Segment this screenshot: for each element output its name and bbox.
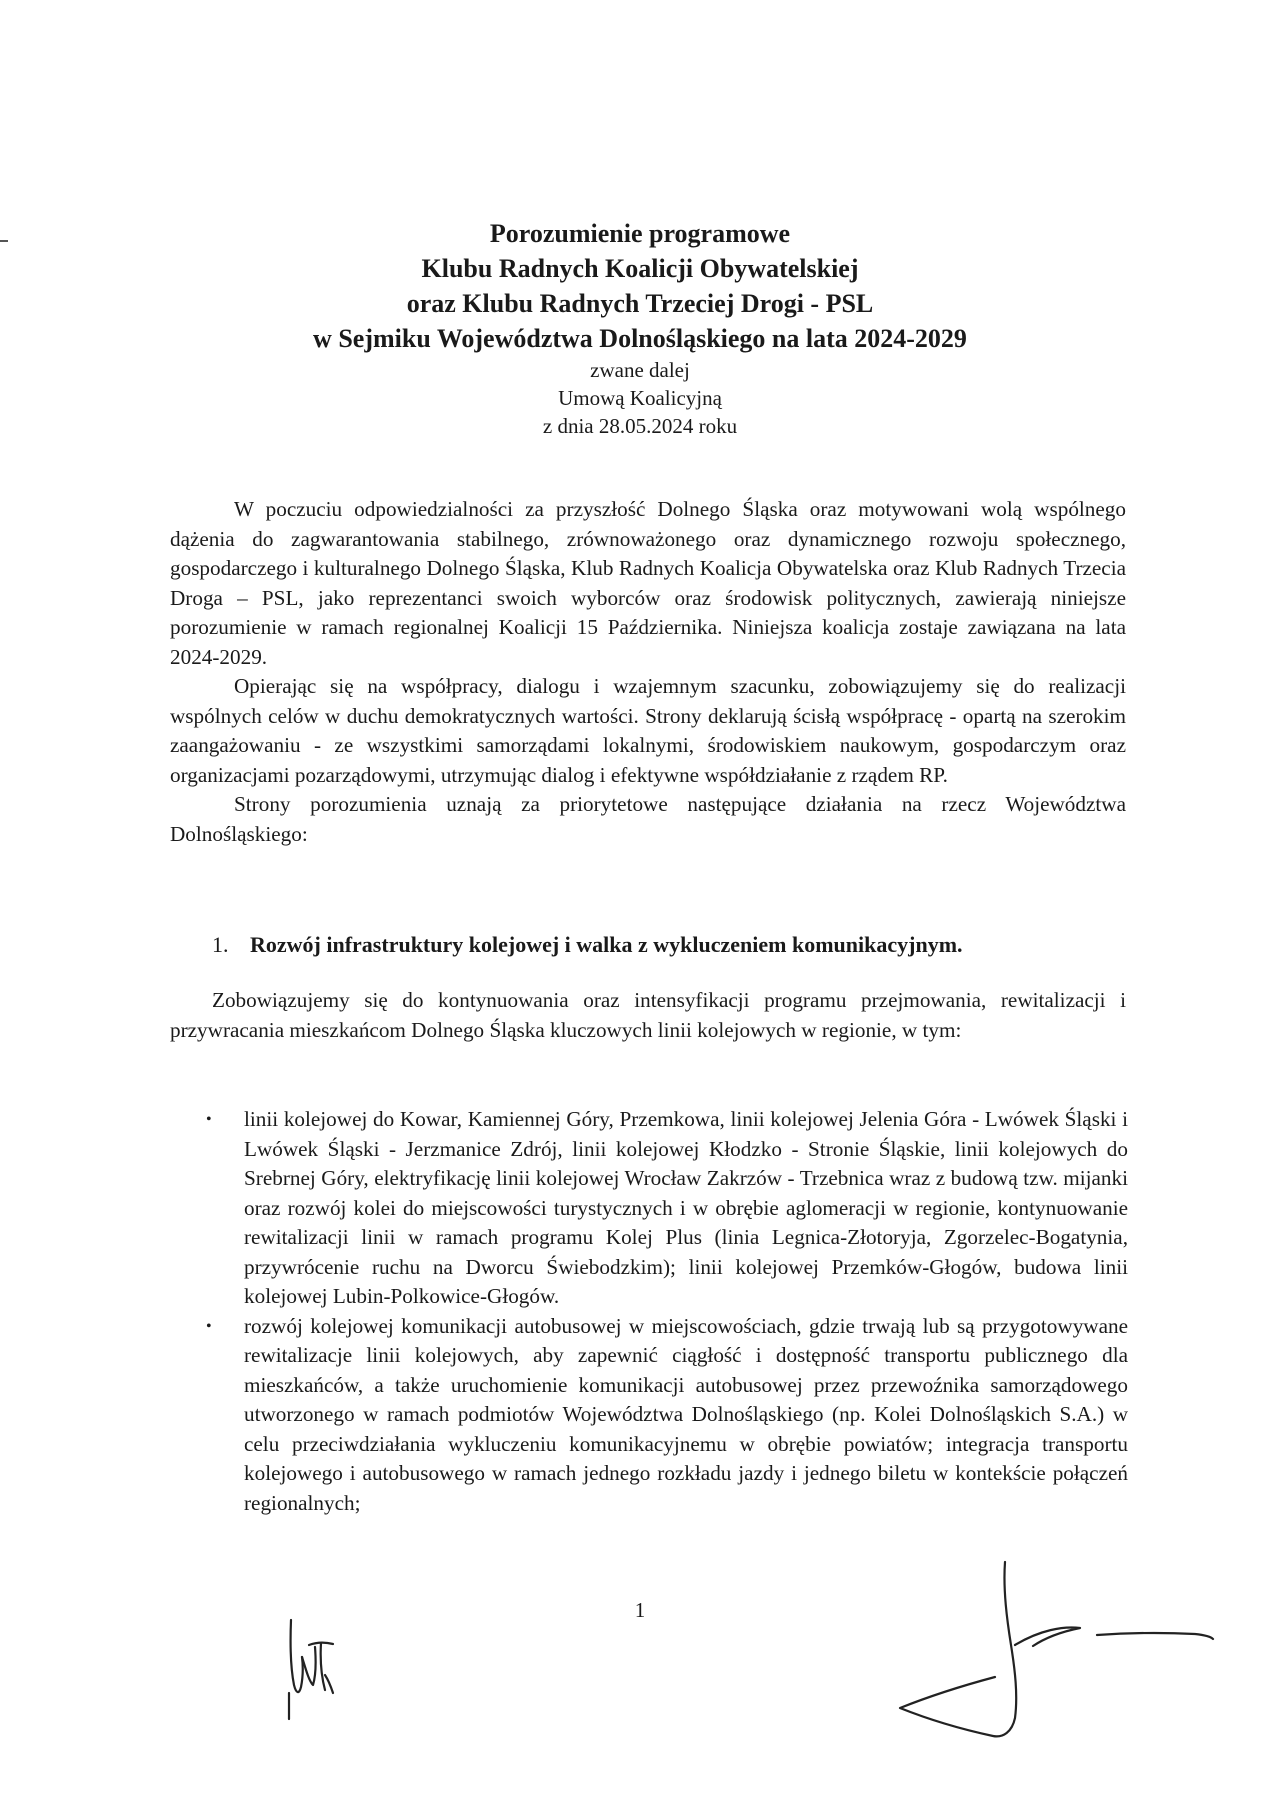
initials-signature [285,1615,345,1730]
initials-signature-drawing [285,1615,345,1725]
section-1-intro: Zobowiązujemy się do kontynuowania oraz intensyfikacji programu przejmowania, rewitalizacji i przywracania mieszkańcom Dolnego Śląska kluczowych linii kolejowych w regionie, w tym: [170,988,1126,1042]
bullet-text: linii kolejowej do Kowar, Kamiennej Góry, Przemkowa, linii kolejowej Jelenia Góra - Lwówek Śląski i Lwówek Śląski - Jerzmanice Zdrój, linii kolejowej Kłodzko - Stronie Śląskie, linii kolejowych do Srebrnej Góry, elektryfikację linii kolejowej Wrocław Zakrzów - Trzebnica wraz z budową tzw. mijanki oraz rozwój kolei do miejscowości turystycznych i w obrębie aglomeracji w regionie, kontynuowanie rewitalizacji linii w ramach programu Kolej Plus (linia Legnica-Złotoryja, Zgorzelec-Bogatynia, przywrócenie ruchu na Dworcu Świebodzkim); linii kolejowej Przemków-Głogów, budowa linii kolejowej Lubin-Polkowice-Głogów. [244,1107,1128,1308]
title-line-2: Klubu Radnych Koalicji Obywatelskiej [421,254,859,283]
section-1-bullet-list [204,1105,1128,1518]
subtitle-line-2: Umową Koalicyjną [558,386,722,410]
preamble-paragraph-2: Opierając się na współpracy, dialogu i wzajemnym szacunku, zobowiązujemy się do realizacji wspólnych celów w duchu demokratycznych wartości. Strony deklarują ścisłą współpracę - opartą na szerokim zaangażowaniu - ze wszystkimi samorządami lokalnymi, środowiskiem naukowym, gospodarczym oraz organizacjami pozarządowymi, utrzymując dialog i efektywne współdziałanie z rządem RP. [170,674,1126,787]
title-line-4: w Sejmiku Województwa Dolnośląskiego na lata 2024-2029 [313,324,967,353]
title-line-3: oraz Klubu Radnych Trzeciej Drogi - PSL [406,289,874,318]
preamble [170,495,1126,849]
section-1-heading [212,930,1132,960]
subtitle-line-1: zwane dalej [590,358,690,382]
section-number: 1. [212,932,229,957]
preamble-paragraph-3: Strony porozumienia uznają za priorytetowe następujące działania na rzecz Województwa Dolnośląskiego: [170,792,1126,846]
bullet-text: rozwój kolejowej komunikacji autobusowej w miejscowościach, gdzie trwają lub są przygotowywane rewitalizacje linii kolejowych, aby zapewnić ciągłość i dostępność transportu publicznego dla mieszkańców, a także uruchomienie komunikacji autobusowej przez przewoźnika samorządowego utworzonego w ramach podmiotów Województwa Dolnośląskiego (np. Kolei Dolnośląskich S.A.) w celu przeciwdziałania wykluczeniu komunikacyjnemu w obrębie powiatów; integracja transportu kolejowego i autobusowego w ramach jednego rozkładu jazdy i jednego biletu w kontekście połączeń regionalnych; [244,1313,1128,1515]
title-line-1: Porozumienie programowe [489,219,791,248]
subtitle-date: z dnia 28.05.2024 roku [542,414,738,438]
bullet-item-1 [204,1105,1128,1312]
main-signature-drawing [855,1560,1215,1745]
main-signature [855,1560,1215,1750]
page-number: 1 [634,1598,646,1622]
section-title: Rozwój infrastruktury kolejowej i walka z wykluczeniem komunikacyjnym. [250,932,963,957]
document-title-block [150,216,1130,440]
bullet-symbol: • [206,1317,212,1335]
scan-edge-mark [0,240,8,242]
bullet-item-2 [204,1312,1128,1519]
bullet-symbol: • [206,1111,212,1128]
preamble-paragraph-1: W poczuciu odpowiedzialności za przyszłość Dolnego Śląska oraz motywowani wolą wspólnego dążenia do zagwarantowania stabilnego, zrównoważonego oraz dynamicznego rozwoju społecznego, gospodarczego i kulturalnego Dolnego Śląska, Klub Radnych Koalicja Obywatelska oraz Klub Radnych Trzecia Droga – PSL, jako reprezentanci swoich wyborców oraz środowisk politycznych, zawierają niniejsze porozumienie w ramach regionalnej Koalicji 15 Października. Niniejsza koalicja zostaje zawiązana na lata 2024-2029. [170,497,1126,669]
